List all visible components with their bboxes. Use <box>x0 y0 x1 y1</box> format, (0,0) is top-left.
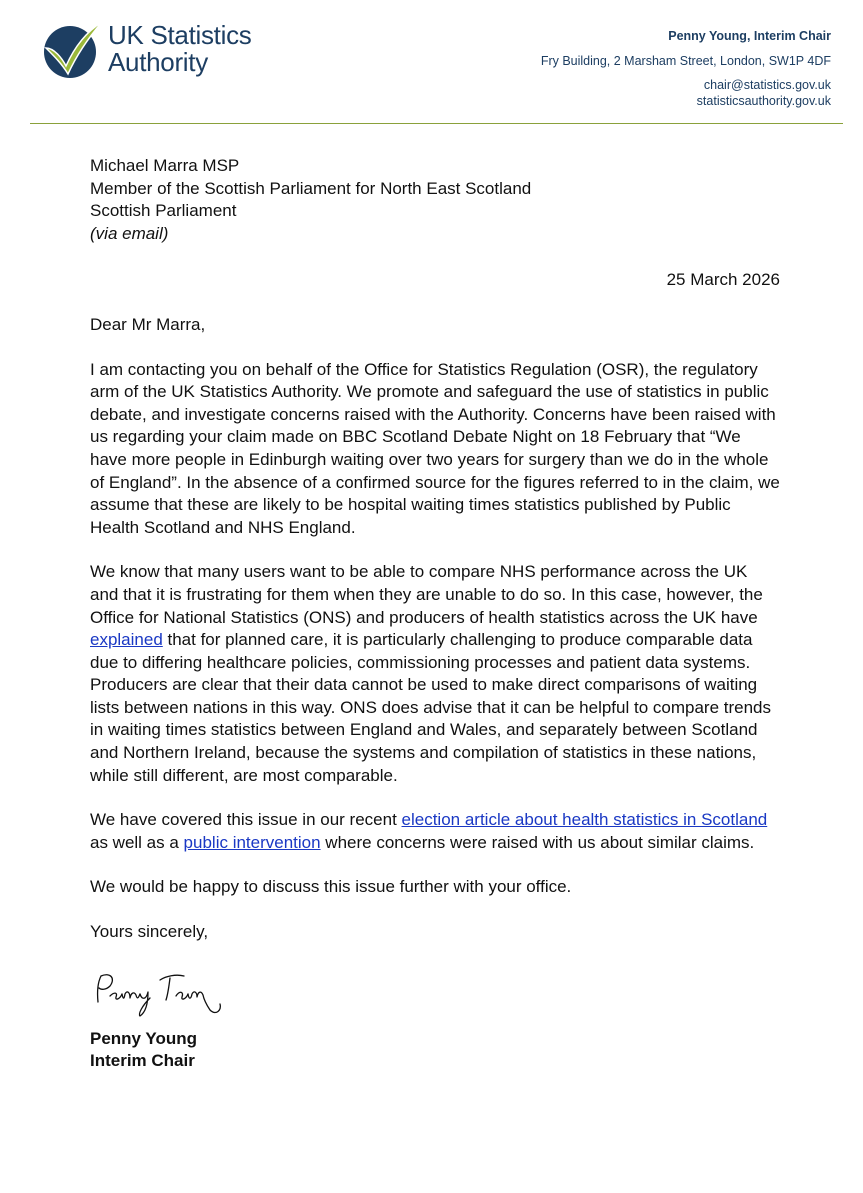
recipient-role: Member of the Scottish Parliament for North East Scotland <box>90 178 532 198</box>
paragraph-1: I am contacting you on behalf of the Office for Statistics Regulation (OSR), the regulatory arm of the UK Statistics Authority. We promote and safeguard the use of statistics in public debate, and investigate concerns raised with the Authority. Concerns have been raised with us regarding your claim made on BBC Scotland Debate Night on 18 February that “We have more people in Edinburgh waiting over two years for surgery than we do in the whole of England”. In the absence of a confirmed source for the figures referred to in the claim, we assume that these are likely to be hospital waiting times statistics published by Public Health Scotland and NHS England. <box>90 359 780 537</box>
paragraph-3 <box>90 809 780 854</box>
paragraph-2 <box>90 561 780 787</box>
sender-block <box>541 28 831 109</box>
handwritten-signature <box>90 958 780 1028</box>
closing: Yours sincerely, <box>90 922 209 942</box>
salutation: Dear Mr Marra, <box>90 314 206 334</box>
logo-tick-icon <box>40 18 104 82</box>
paragraph-2-text-a: We know that many users want to be able to compare NHS performance across the UK and that it is frustrating for them when they are unable to do so. In this case, however, the Office for National Statistics (ONS) and producers of health statistics across the UK have <box>90 562 763 627</box>
uk-statistics-authority-logo <box>40 18 270 82</box>
signoff-title: Interim Chair <box>90 1051 195 1071</box>
signoff-name: Penny Young <box>90 1028 198 1048</box>
explained-link[interactable]: explained <box>90 630 163 650</box>
recipient-delivery: (via email) <box>90 223 169 243</box>
paragraph-4: We would be happy to discuss this issue further with your office. <box>90 877 572 897</box>
signature-icon <box>92 966 242 1021</box>
sender-name: Penny Young, Interim Chair <box>668 29 831 43</box>
election-article-link[interactable]: election article about health statistics in Scotland <box>401 810 768 830</box>
sender-address: Fry Building, 2 Marsham Street, London, SW1P 4DF <box>540 54 831 68</box>
recipient-organisation: Scottish Parliament <box>90 201 237 221</box>
recipient-block <box>90 155 780 245</box>
logo-line-1: UK Statistics <box>108 20 252 50</box>
public-intervention-link[interactable]: public intervention <box>183 832 321 852</box>
logo-line-2: Authority <box>108 47 208 77</box>
recipient-name: Michael Marra MSP <box>90 156 240 175</box>
header-divider <box>30 123 843 124</box>
logo-wordmark <box>108 22 251 76</box>
paragraph-3-text-c: where concerns were raised with us about similar claims. <box>320 832 755 852</box>
paragraph-3-text-b: as well as a <box>90 832 184 852</box>
sender-website[interactable]: statisticsauthority.gov.uk <box>696 94 831 108</box>
sender-email[interactable]: chair@statistics.gov.uk <box>703 78 831 92</box>
paragraph-2-text-b: that for planned care, it is particularly challenging to produce comparable data due to differing healthcare policies, commissioning processes and patient data systems. Producers are clear that their data cannot be used to make direct comparisons of waiting lists between nations in this way. ONS does advise that it can be helpful to compare trends in waiting times statistics between England and Wales, and separately between Scotland and Northern Ireland, because the systems and compilation of statistics in these nations, while still different, are most comparable. <box>90 630 771 785</box>
letter-body <box>90 155 780 1073</box>
paragraph-3-text-a: We have covered this issue in our recent <box>90 810 402 830</box>
letter-date: 25 March 2026 <box>666 270 780 290</box>
